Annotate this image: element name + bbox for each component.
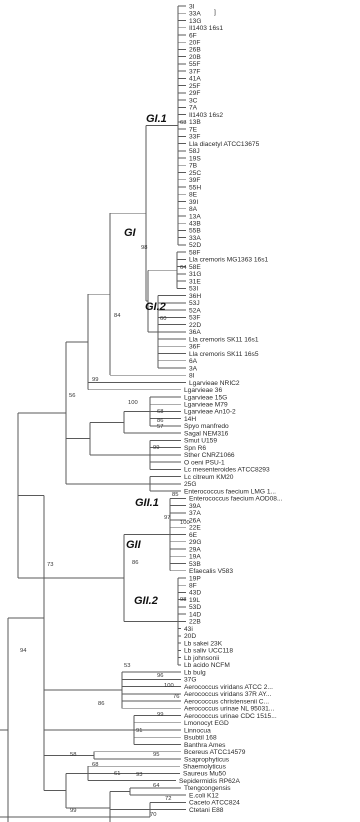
- taxon-label: 37F: [189, 68, 201, 76]
- clade-label-gii-1: GII.1: [135, 497, 159, 509]
- taxon-label: 52A: [189, 307, 201, 315]
- taxon-label: Sagal NEM316: [184, 430, 229, 438]
- bootstrap-value: 99: [153, 445, 160, 451]
- taxon-label: 53F: [189, 314, 201, 322]
- taxon-label: Lb sakei 23K: [184, 640, 223, 648]
- clade-labels: [124, 113, 167, 607]
- bootstrap-value: 93: [136, 772, 143, 778]
- bootstrap-value: 99: [70, 808, 77, 814]
- taxon-label: 39F: [189, 177, 201, 185]
- taxon-label: Il1403 16s1: [189, 25, 224, 33]
- taxon-label: 33A: [189, 10, 201, 18]
- taxon-label: Sepidermidis RP62A: [179, 777, 240, 785]
- bootstrap-value: 95: [153, 752, 160, 758]
- taxon-label: 39I: [189, 198, 199, 206]
- taxon-label: Aerococcus urinae NL 95031...: [184, 705, 275, 713]
- taxon-label: Saureus Mu50: [183, 770, 226, 778]
- taxon-label: Lc mesenteroides ATCC8293: [184, 466, 270, 474]
- taxon-label: 55F: [189, 61, 201, 69]
- taxon-label: 33F: [189, 133, 201, 141]
- taxon-label: 43D: [189, 589, 202, 597]
- bootstrap-value: 91: [136, 728, 143, 734]
- clade-label-gii: GII: [126, 539, 141, 551]
- taxon-label: 25G: [184, 481, 197, 489]
- taxon-label: O oeni PSU-1: [184, 459, 225, 467]
- taxon-label: 33A: [189, 234, 201, 242]
- taxon-label: Lla diacetyl ATCC13675: [189, 140, 260, 148]
- taxon-label: Efaecalis V583: [189, 568, 233, 576]
- bootstrap-value: 86: [157, 418, 164, 424]
- taxon-label: Sther CNRZ1066: [184, 452, 235, 460]
- taxon-label: Aerococcus christensenii C...: [184, 698, 270, 706]
- taxon-label: 8I: [189, 372, 195, 380]
- taxon-label: Aerococcus viridans ATCC 2...: [184, 683, 273, 691]
- taxon-label: 8F: [189, 582, 197, 590]
- bootstrap-value: 100: [164, 683, 174, 689]
- taxon-label: 41A: [189, 75, 201, 83]
- clade-label-gi-2: GI.2: [145, 301, 166, 313]
- bootstrap-value: 99: [157, 712, 164, 718]
- bootstrap-value: 99: [92, 377, 99, 383]
- taxon-label: Lgarvieae M79: [184, 401, 228, 409]
- taxon-label: Lgarvieae NRIC2: [189, 379, 240, 387]
- bootstrap-value: 63: [180, 120, 187, 126]
- bootstrap-value: 61: [114, 771, 121, 777]
- taxon-label: 55B: [189, 227, 201, 235]
- taxon-label: 58E: [189, 263, 201, 271]
- taxon-label: 31G: [189, 271, 202, 279]
- bootstrap-value: 98: [180, 597, 187, 603]
- taxon-label: 25F: [189, 82, 201, 90]
- taxon-labels: [179, 3, 283, 814]
- taxon-label: Ssaprophyticus: [184, 756, 230, 764]
- taxon-label: Lb acido NCFM: [184, 662, 230, 670]
- taxon-label: Banthra Ames: [184, 741, 226, 749]
- taxon-label: 3A: [189, 365, 198, 373]
- clade-label-gi: GI: [124, 227, 136, 239]
- bootstrap-value: 76: [173, 694, 180, 700]
- taxon-label: 55H: [189, 184, 202, 192]
- taxon-label: 20D: [184, 633, 197, 641]
- selection-bracket: ]: [214, 9, 216, 16]
- taxon-label: Ttengcongensis: [184, 785, 231, 793]
- taxon-label: 36A: [189, 329, 201, 337]
- taxon-label: 53D: [189, 604, 202, 612]
- bootstrap-value: 100: [128, 400, 138, 406]
- taxon-label: 19L: [189, 596, 201, 604]
- bootstrap-value: 68: [157, 409, 164, 415]
- bootstrap-value: 85: [172, 492, 179, 498]
- taxon-label: Lb bulg: [184, 669, 206, 677]
- bootstrap-value: 68: [92, 762, 99, 768]
- bootstrap-value: 70: [150, 812, 157, 818]
- bootstrap-value: 94: [20, 648, 27, 654]
- bootstrap-value: 100: [180, 520, 190, 526]
- bootstrap-value: 86: [98, 701, 105, 707]
- taxon-label: Shaemolyticus: [183, 763, 226, 771]
- bootstrap-value: 84: [114, 313, 121, 319]
- taxon-label: Lgarvieae 15G: [184, 394, 228, 402]
- taxon-label: 26A: [189, 517, 201, 525]
- bootstrap-value: 97: [164, 515, 171, 521]
- taxon-label: 53I: [189, 285, 199, 293]
- taxon-label: 36F: [189, 343, 201, 351]
- bootstrap-value: 64: [180, 265, 187, 271]
- taxon-label: 8E: [189, 191, 198, 199]
- bootstrap-value: 64: [153, 783, 160, 789]
- taxon-label: Lc citreum KM20: [184, 473, 234, 481]
- taxon-label: Lla cremoris SK11 16s1: [189, 336, 259, 344]
- bootstrap-value: 58: [70, 752, 77, 758]
- taxon-label: 22E: [189, 524, 201, 532]
- taxon-label: Enterococcus faecium LMG 1...: [184, 488, 276, 496]
- taxon-label: Linnocua: [184, 727, 211, 735]
- bootstrap-value: 60: [160, 316, 167, 322]
- taxon-label: 36H: [189, 292, 202, 300]
- taxon-label: 29F: [189, 90, 201, 98]
- taxon-label: 52D: [189, 242, 202, 250]
- taxon-label: Smut U159: [184, 437, 217, 445]
- taxon-label: 53B: [189, 560, 201, 568]
- taxon-label: 7E: [189, 126, 198, 134]
- taxon-label: 6E: [189, 531, 198, 539]
- clade-label-gii-2: GII.2: [134, 595, 158, 607]
- taxon-label: 6A: [189, 358, 198, 366]
- taxon-label: Lmonocyt EGD: [184, 720, 229, 728]
- taxon-label: Bsubtil 168: [184, 734, 217, 742]
- taxon-label: 7B: [189, 162, 198, 170]
- taxon-label: Lb johnsonii: [184, 654, 220, 662]
- taxon-label: 22D: [189, 321, 202, 329]
- taxon-label: 19S: [189, 155, 201, 163]
- taxon-label: Lb saliv UCC118: [184, 647, 233, 655]
- taxon-label: 8A: [189, 206, 198, 214]
- taxon-label: 7A: [189, 104, 198, 112]
- taxon-label: Aerococcus urinae CDC 1515...: [184, 712, 277, 720]
- taxon-label: 37G: [184, 676, 197, 684]
- taxon-label: 14D: [189, 611, 202, 619]
- taxon-label: 43i: [184, 625, 193, 633]
- taxon-label: 53J: [189, 300, 200, 308]
- taxon-label: 39A: [189, 502, 201, 510]
- taxon-label: Lla cremoris SK11 16s5: [189, 350, 259, 358]
- taxon-label: E.coli K12: [189, 792, 219, 800]
- taxon-label: 25C: [189, 169, 202, 177]
- taxon-label: 19P: [189, 575, 201, 583]
- taxon-label: Spyo manfredo: [184, 423, 229, 431]
- taxon-label: Lgarvieae 36: [184, 387, 223, 395]
- taxon-label: 6F: [189, 32, 197, 40]
- taxon-label: Lgarvieae An10-2: [184, 408, 236, 416]
- taxon-label: 29A: [189, 546, 201, 554]
- taxon-label: 19A: [189, 553, 201, 561]
- bootstrap-value: 72: [165, 796, 172, 802]
- bootstrap-value: 53: [124, 663, 131, 669]
- taxon-label: 13B: [189, 119, 201, 127]
- clade-label-gi-1: GI.1: [146, 113, 167, 125]
- taxon-label: Bcereus ATCC14579: [184, 749, 246, 757]
- taxon-label: 3I: [189, 3, 195, 11]
- taxon-label: 37A: [189, 510, 201, 518]
- taxon-label: Ctetani E88: [189, 806, 224, 814]
- taxon-label: Spn R6: [184, 444, 206, 452]
- taxon-label: Caceto ATCC824: [189, 799, 240, 807]
- taxon-label: 13G: [189, 17, 202, 25]
- bootstrap-value: 96: [157, 673, 164, 679]
- bootstrap-value: 57: [157, 424, 164, 430]
- bootstrap-value: 73: [47, 562, 54, 568]
- taxon-label: 29G: [189, 539, 202, 547]
- taxon-label: 31E: [189, 278, 201, 286]
- taxon-label: 14H: [184, 415, 197, 423]
- taxon-label: Lla cremoris MG1363 16s1: [189, 256, 269, 264]
- taxon-label: 20F: [189, 39, 201, 47]
- taxon-label: 13A: [189, 213, 201, 221]
- taxon-label: Aerococcus viridans 37R AY...: [184, 691, 272, 699]
- bootstrap-value: 56: [69, 393, 76, 399]
- taxon-label: 58F: [189, 249, 201, 257]
- taxon-label: 22B: [189, 618, 201, 626]
- taxon-label: 3C: [189, 97, 198, 105]
- taxon-label: Enterococcus faecium AOD08...: [189, 495, 283, 503]
- taxon-label: 20B: [189, 53, 201, 61]
- bootstrap-value: 98: [141, 245, 148, 251]
- bootstrap-value: 86: [132, 560, 139, 566]
- taxon-label: 43B: [189, 220, 201, 228]
- taxon-label: Il1403 16s2: [189, 111, 224, 119]
- taxon-label: 26B: [189, 46, 201, 54]
- taxon-label: 58J: [189, 148, 200, 156]
